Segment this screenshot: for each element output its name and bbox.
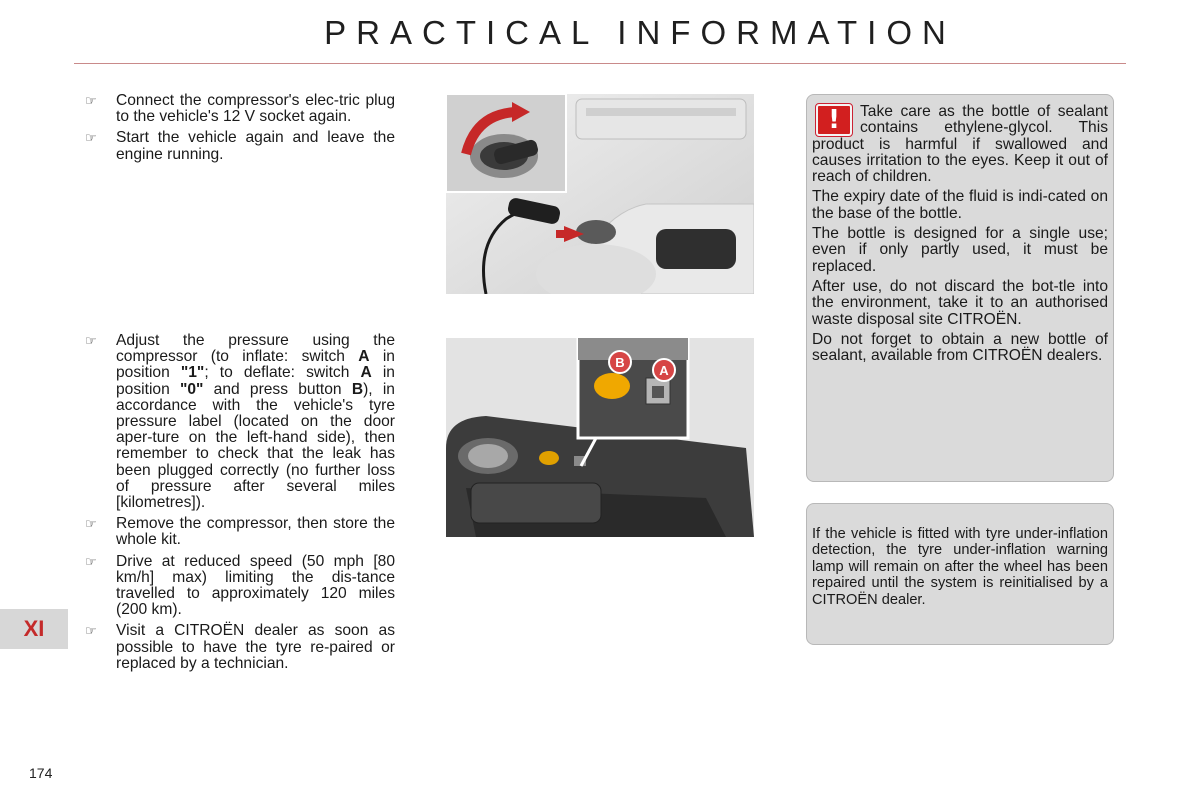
- label-b: B: [615, 355, 625, 370]
- socket-plug-illustration: [446, 94, 754, 294]
- note-text: If the vehicle is fitted with tyre under-inflation detection, the tyre under-inflation warning lamp will remain on after the wheel has been repaired until the system is reinitialised by a CITROËN dealer.: [812, 526, 1108, 608]
- label-a: A: [659, 363, 669, 378]
- warning-paragraph: After use, do not discard the bot-tle into the environment, take it to an authorised waste disposal site CITROËN.: [812, 277, 1108, 328]
- warning-exclamation-icon: !: [816, 104, 852, 136]
- pointing-hand-icon: ☞: [85, 554, 97, 570]
- instructions-block-top: [85, 93, 395, 168]
- warning-paragraph: The expiry date of the fluid is indi-cated on the base of the bottle.: [812, 188, 1108, 222]
- switch-label: A: [358, 348, 370, 366]
- pointing-hand-icon: ☞: [85, 334, 97, 349]
- bullet-text: Connect the compressor's elec-tric plug to the vehicle's 12 V socket again.: [116, 92, 395, 126]
- compressor-switch-illustration: [446, 338, 754, 537]
- page-title: PRACTICAL INFORMATION: [324, 14, 956, 51]
- position-label: "0": [179, 380, 204, 398]
- list-item: [85, 554, 395, 619]
- list-item: [85, 516, 395, 548]
- list-item: [85, 93, 395, 125]
- warning-paragraph: Take care as the bottle of sealant contains ethylene-glycol. This product is harmful if swallowed and causes irritation to the eyes. Keep it out of reach of children.: [812, 103, 1108, 186]
- list-item-adjust-pressure: [85, 333, 395, 511]
- page-number: 174: [29, 765, 53, 781]
- chapter-tab: XI: [0, 609, 68, 649]
- button-label: B: [351, 380, 364, 398]
- bullet-text: Start the vehicle again and leave the engine running.: [116, 129, 395, 163]
- instructions-block-bottom: [85, 333, 395, 677]
- bullet-text: Visit a CITROËN dealer as soon as possible to have the tyre re-paired or replaced by a technician.: [116, 622, 395, 672]
- warning-box: [806, 94, 1114, 482]
- list-item: [85, 623, 395, 672]
- list-item: [85, 130, 395, 162]
- pointing-hand-icon: ☞: [85, 517, 97, 533]
- warning-paragraph: Do not forget to obtain a new bottle of sealant, available from CITROËN dealers.: [812, 330, 1108, 365]
- switch-label: A: [360, 364, 372, 382]
- bullet-text: Remove the compressor, then store the whole kit.: [116, 515, 395, 549]
- pointing-hand-icon: ☞: [85, 624, 97, 640]
- title-divider: [74, 63, 1126, 64]
- warning-paragraph: The bottle is designed for a single use; even if only partly used, it must be replaced.: [812, 225, 1108, 275]
- pointing-hand-icon: ☞: [85, 131, 97, 147]
- bullet-text: Drive at reduced speed (50 mph [80 km/h] max) limiting the dis-tance travelled to approximately 120 miles (200 km).: [116, 552, 395, 619]
- bullet-text: Adjust the pressure using the compressor (to inflate: switch A in position "1"; to deflate: switch A in position "0" and press button B), in accordance with the vehicle's tyre pressure label (located on the door aper-ture on the left-hand side), then remember to check that the leak has been plugged correctly (no further loss of pressure after several miles [kilometres]).: [116, 332, 395, 512]
- note-box: [806, 503, 1114, 645]
- pointing-hand-icon: ☞: [85, 94, 97, 109]
- position-label: "1": [180, 364, 205, 382]
